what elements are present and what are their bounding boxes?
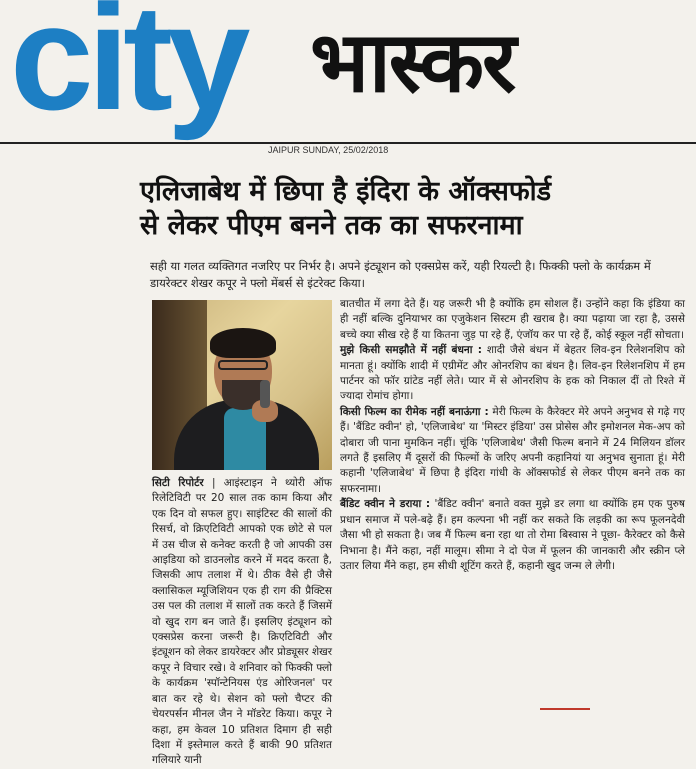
byline: सिटी रिपोर्टर <box>152 477 204 489</box>
left-text: | आइंस्टाइन ने थ्योरी ऑफ रिलेटिविटी पर 20 साल तक काम किया और एक दिन वो सफल हुए। साइंटिस्ट की सालों की रिसर्च, वो क्रिएटिविटी आपको एक छोटे से पल में उस चीज से कनेक्ट करती है जो आपकी उस आइडिया को डाउनलोड करने में मदद करता है, जिसकी आप तलाश में थे। ठीक वैसे ही जैसे क्लासिकल म्यूजिशियन एक ही राग की प्रैक्टिस उस पल की तलाश में सालों तक करते हैं जिसमें वो खुद राग बन जाते हैं। इसलिए इंट्यूशन को एक्सप्रेस करना जरूरी है। क्रिएटिविटी और इंट्यूशन को लेकर डायरेक्टर और प्रोड्यूसर शेखर कपूर ने विचार रखे। वे शनिवार को फिक्की फ्लो के कार्यक्रम 'स्पॉन्टेनियस एंड ओरिजनल' पर बात कर रहे थे। सेशन को फ्लो चैप्टर की चेयरपर्सन मीनल जैन ने मॉडरेट किया। कपूर ने कहा, हम केवल 10 प्रतिशत दिमाग ही सही दिशा में इस्तेमाल करते हैं बाकी 90 प्रतिशत गलियारे यानी <box>152 477 332 767</box>
subhead-4: बैंडिट क्वीन ने डराया : <box>340 498 431 511</box>
dateline-bar <box>0 142 696 158</box>
right-text-4: 'बैंडिट क्वीन' बनाते वक्त मुझे डर लगा था क्योंकि हम एक पुरुष प्रधान समाज में पले-बढ़े हैं। हम कल्पना भी नहीं कर सकते कि लड़की का रूप फूलनदेवी जैसा भी हो सकता है। जब मैं फिल्म बना रहा था तो रोमा बिस्वास ने पूछा- कैरेक्टर को कैसे निभाना है। मैंने कहा, नहीं मालूम। सीमा ने दो पेज में फूलन की जानकारी और स्क्रीन प्ले उतार लिया मैंने कहा, हम सीधी शूटिंग करते हैं, कहानी खुद जन्म ले लेगी। <box>340 498 685 572</box>
microphone-icon <box>260 380 270 408</box>
masthead <box>0 0 696 160</box>
subhead-2: मुझे किसी समझौते में नहीं बंधना : <box>340 344 482 357</box>
right-paragraph-1: बातचीत में लगा देते हैं। यह जरूरी भी है क्योंकि हम सोशल हैं। उन्होंने कहा कि इंडिया का ही नहीं बल्कि दुनियाभर का एजुकेशन सिस्टम ही खराब है। क्या पढ़ाया जा रहा है, उससे बच्चे क्या सीख रहे हैं या कितना जुड़ पा रहे हैं, एंजॉय कर पा रहे हैं, कोई स्कूल नहीं सोचता। <box>340 298 685 341</box>
headline <box>140 175 685 243</box>
headline-line-1: एलिजाबेथ में छिपा है इंदिरा के ऑक्सफोर्ड <box>140 176 552 207</box>
right-paragraph-2 <box>340 343 685 405</box>
right-paragraph-4 <box>340 497 685 574</box>
bhaskar-logo: भास्कर <box>310 13 515 111</box>
left-column <box>152 476 332 769</box>
dateline: JAIPUR SUNDAY, 25/02/2018 <box>268 145 389 155</box>
photo-hair <box>210 328 276 358</box>
photo-glasses <box>218 360 268 370</box>
right-paragraph-3 <box>340 405 685 497</box>
left-paragraph <box>152 476 332 769</box>
right-text-3: मेरी फिल्म के कैरेक्टर मेरे अपने अनुभव से गढ़े गए हैं। 'बैंडिट क्वीन' हो, 'एलिजाबेथ' या 'मिस्टर इंडिया' उस प्रोसेस और इमोशनल मेक-अप को दोबारा जी पाना मुमकिन नहीं। चूंकि 'एलिजाबेथ' जैसी फिल्म बनाने में 24 मिलियन डॉलर लगते हैं इसलिए मैं दूसरों की फिल्मों के जरिए अपनी कहानियां या अनुभव सुनाता हूं। मेरी कहानी 'एलिजाबेथ' में छिपा है इंदिरा गांधी के ऑक्सफोर्ड से लेकर पीएम बनने तक का सफरनामा। <box>340 405 685 495</box>
article-end-mark <box>540 708 590 710</box>
right-column <box>340 297 685 574</box>
headline-line-2: से लेकर पीएम बनने तक का सफरनामा <box>140 210 523 241</box>
intro-deck: सही या गलत व्यक्तिगत नजरिए पर निर्भर है। अपने इंट्यूशन को एक्सप्रेस करें, यही रियल्टी है। फिक्की फ्लो के कार्यक्रम में डायरेक्टर शेखर कपूर ने फ्लो मेंबर्स से इंटरेक्ट किया। <box>150 259 651 290</box>
right-text-2: शादी जैसे बंधन में बेहतर लिव-इन रिलेशनशिप को मानता हूं। क्योंकि शादी में एग्रीमेंट और ओनरशिप का बंधन है। लिव-इन रिलेशनशिप में हम पार्टनर को फॉर ग्रांटेड नहीं लेते। प्यार में से ओनरशिप के हक को निकाल दीं तो रिश्ते में ज्यादा रोमांच होगा। <box>340 344 685 403</box>
city-logo: city <box>10 0 245 141</box>
subhead-3: किसी फिल्म का रीमेक नहीं बनाऊंगा : <box>340 405 489 418</box>
article-photo <box>152 300 332 470</box>
